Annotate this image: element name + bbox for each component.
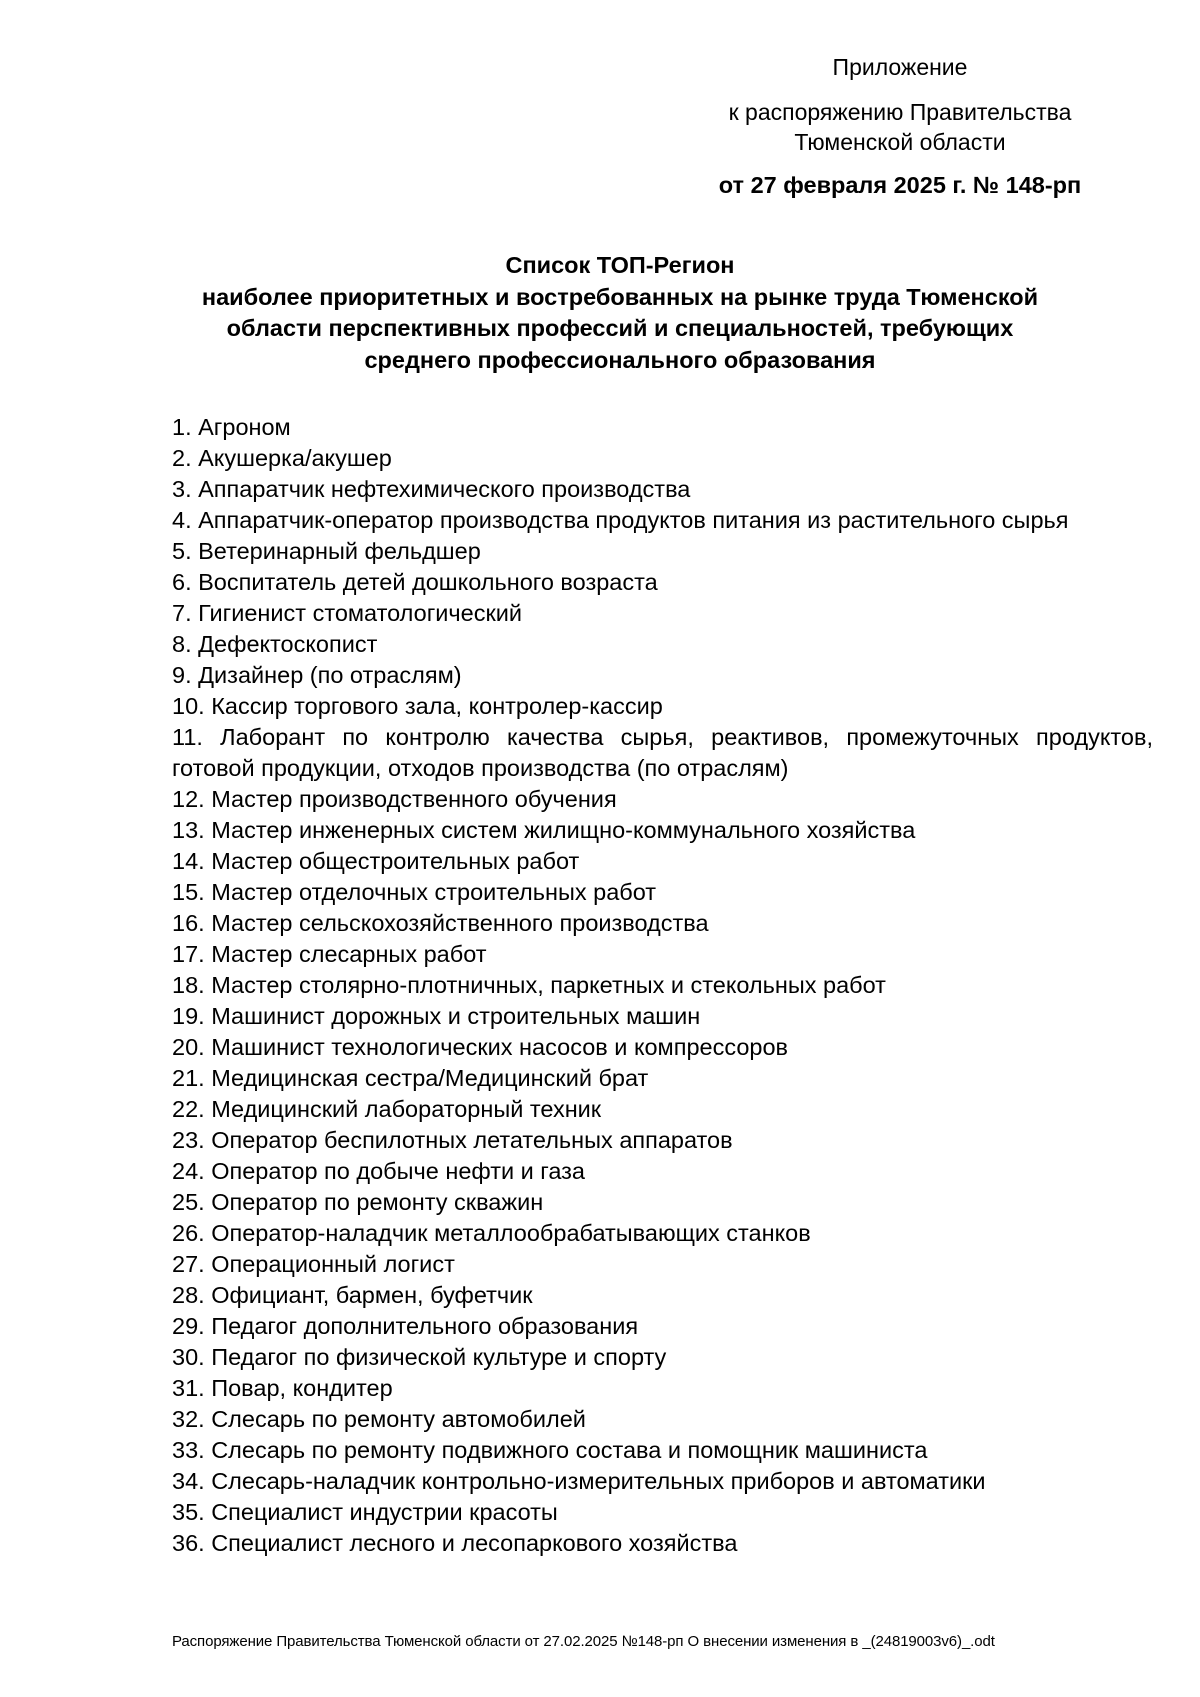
appendix-label: Приложение [832,54,968,80]
list-item: 9. Дизайнер (по отраслям) [172,662,462,688]
list-item: 19. Машинист дорожных и строительных машин [172,1003,701,1029]
order-reference-line-2: Тюменской области [794,129,1006,156]
list-item: 11. Лаборант по контролю качества сырья, реактивов, промежуточных продуктов, готовой продукции, отходов производства (по отраслям) [172,724,1153,781]
list-item: 18. Мастер столярно-плотничных, паркетных и стекольных работ [172,972,886,998]
title-line-3: области перспективных профессий и специальностей, требующих [226,315,1014,342]
order-reference-line-1: к распоряжению Правительства [728,98,1072,125]
document-title [170,250,1070,377]
list-item: 8. Дефектоскопист [172,631,378,657]
list-item: 16. Мастер сельскохозяйственного производства [172,910,709,936]
list-item: 28. Официант, бармен, буфетчик [172,1282,533,1308]
list-item: 25. Оператор по ремонту скважин [172,1189,544,1215]
list-item: 15. Мастер отделочных строительных работ [172,879,657,905]
list-item: 27. Операционный логист [172,1251,455,1277]
approval-header [640,52,1160,201]
list-item: 23. Оператор беспилотных летательных аппаратов [172,1127,733,1153]
list-item: 7. Гигиенист стоматологический [172,600,522,626]
list-item: 33. Слесарь по ремонту подвижного состава и помощник машиниста [172,1437,928,1463]
list-item: 13. Мастер инженерных систем жилищно-коммунального хозяйства [172,817,916,843]
list-item: 29. Педагог дополнительного образования [172,1313,639,1339]
title-line-1: Список ТОП-Регион [505,252,735,278]
list-item: 4. Аппаратчик-оператор производства продуктов питания из растительного сырья [172,507,1069,533]
list-item: 6. Воспитатель детей дошкольного возраста [172,569,658,595]
list-item: 22. Медицинский лабораторный техник [172,1096,602,1122]
list-item: 32. Слесарь по ремонту автомобилей [172,1406,586,1432]
list-item: 26. Оператор-наладчик металлообрабатывающих станков [172,1220,811,1246]
list-item: 20. Машинист технологических насосов и компрессоров [172,1034,789,1060]
list-item: 36. Специалист лесного и лесопаркового хозяйства [172,1530,738,1556]
list-item: 1. Агроном [172,414,291,440]
list-item: 24. Оператор по добыче нефти и газа [172,1158,586,1184]
title-line-2: наиболее приоритетных и востребованных на рынке труда Тюменской [201,283,1039,310]
list-item: 35. Специалист индустрии красоты [172,1499,558,1525]
order-date-number: от 27 февраля 2025 г. № 148-рп [718,171,1082,198]
list-item: 2. Акушерка/акушер [172,445,392,471]
list-item: 3. Аппаратчик нефтехимического производства [172,476,691,502]
document-footer: Распоряжение Правительства Тюменской области от 27.02.2025 №148-рп О внесении изменения в _(24819003v6)_.odt [172,1633,995,1650]
list-item: 14. Мастер общестроительных работ [172,848,580,874]
title-line-4: среднего профессионального образования [364,347,876,374]
list-item: 31. Повар, кондитер [172,1375,393,1401]
list-item: 10. Кассир торгового зала, контролер-кассир [172,693,663,719]
list-item: 5. Ветеринарный фельдшер [172,538,481,564]
list-item: 12. Мастер производственного обучения [172,786,617,812]
list-item: 30. Педагог по физической культуре и спорту [172,1344,667,1370]
list-item: 21. Медицинская сестра/Медицинский брат [172,1065,649,1091]
profession-list [172,412,1153,1559]
list-item: 34. Слесарь-наладчик контрольно-измерительных приборов и автоматики [172,1468,986,1494]
list-item: 17. Мастер слесарных работ [172,941,487,967]
